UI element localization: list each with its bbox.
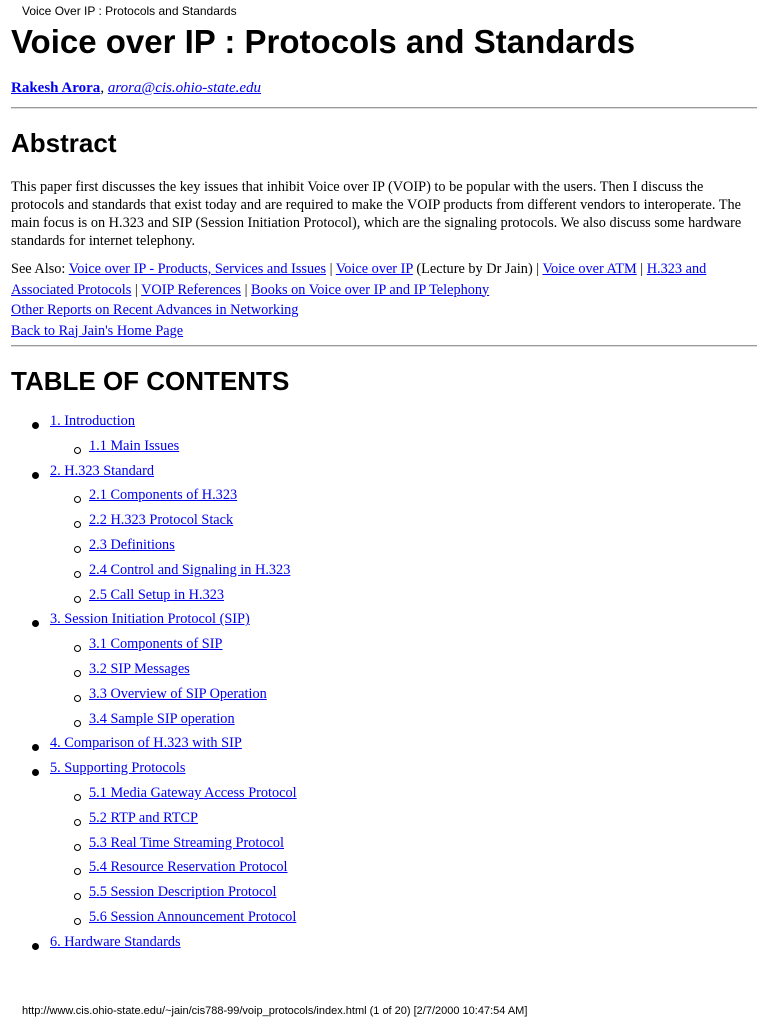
bullet-filled-icon xyxy=(32,943,39,950)
toc-link[interactable]: 5. Supporting Protocols xyxy=(50,760,186,777)
toc-link[interactable]: 2.4 Control and Signaling in H.323 xyxy=(89,561,291,578)
lecture-note: (Lecture by Dr Jain) | xyxy=(412,261,543,277)
bullet-hollow-icon xyxy=(74,496,81,503)
toc-link[interactable]: 2.2 H.323 Protocol Stack xyxy=(89,512,234,529)
bullet-hollow-icon xyxy=(74,645,81,652)
bullet-hollow-icon xyxy=(74,918,81,925)
toc-link[interactable]: 4. Comparison of H.323 with SIP xyxy=(50,735,242,752)
divider-top xyxy=(11,107,757,109)
toc-heading: TABLE OF CONTENTS xyxy=(11,366,290,396)
author-name-link[interactable]: Rakesh Arora xyxy=(11,80,101,96)
author-separator: , xyxy=(100,80,108,96)
separator: | xyxy=(131,281,142,298)
see-also-prefix: See Also: xyxy=(11,261,69,277)
toc-link[interactable]: 5.2 RTP and RTCP xyxy=(89,809,198,826)
toc-link[interactable]: 5.1 Media Gateway Access Protocol xyxy=(89,785,297,801)
bullet-hollow-icon xyxy=(74,819,81,826)
toc-link[interactable]: 5.4 Resource Reservation Protocol xyxy=(89,859,288,876)
link-voip-lecture[interactable]: Voice over IP xyxy=(335,261,413,277)
bullet-hollow-icon xyxy=(74,546,81,553)
author-email-link[interactable]: arora@cis.ohio-state.edu xyxy=(107,80,262,96)
bullet-hollow-icon xyxy=(74,720,81,727)
separator: | xyxy=(241,281,252,298)
toc-link[interactable]: 1. Introduction xyxy=(50,413,135,429)
print-header: Voice Over IP : Protocols and Standards xyxy=(22,4,237,18)
print-footer: http://www.cis.ohio-state.edu/~jain/cis788-99/voip_protocols/index.html (1 of 20) [2/7/2000 10:47:54 AM] xyxy=(22,1005,528,1017)
toc-link[interactable]: 2.5 Call Setup in H.323 xyxy=(89,586,225,603)
toc-link[interactable]: 2. H.323 Standard xyxy=(50,462,155,479)
link-voice-over-atm[interactable]: Voice over ATM xyxy=(542,261,637,277)
bullet-hollow-icon xyxy=(74,695,81,702)
see-also-section xyxy=(11,259,757,341)
page-title: Voice over IP : Protocols and Standards xyxy=(11,23,636,60)
link-other-reports[interactable]: Other Reports on Recent Advances in Networking xyxy=(11,302,299,318)
toc-link[interactable]: 6. Hardware Standards xyxy=(50,933,181,950)
toc-link[interactable]: 3.2 SIP Messages xyxy=(89,661,190,677)
toc-link[interactable]: 5.5 Session Description Protocol xyxy=(89,884,277,901)
bullet-hollow-icon xyxy=(74,893,81,900)
bullet-filled-icon xyxy=(32,422,39,429)
bullet-hollow-icon xyxy=(74,844,81,851)
toc-link[interactable]: 3.1 Components of SIP xyxy=(89,636,223,653)
separator: | xyxy=(326,261,336,277)
link-voip-books[interactable]: Books on Voice over IP and IP Telephony xyxy=(251,281,490,298)
toc-link[interactable]: 3.3 Overview of SIP Operation xyxy=(89,685,267,702)
bullet-hollow-icon xyxy=(74,868,81,875)
abstract-text: This paper first discusses the key issues that inhibit Voice over IP (VOIP) to be popular with the users. Then I discuss the protocols and standards that exist today and are required to make the VOIP products from different vendors to interoperate. The main focus is on H.323 and SIP (Session Initiation Protocol), which are the signaling protocols. We also discuss some hardware standards for internet telephony. xyxy=(11,179,742,249)
toc-link[interactable]: 2.1 Components of H.323 xyxy=(89,487,238,504)
toc-link[interactable]: 5.6 Session Announcement Protocol xyxy=(89,909,297,925)
toc-link[interactable]: 3. Session Initiation Protocol (SIP) xyxy=(50,611,250,628)
bullet-hollow-icon xyxy=(74,447,81,454)
divider-middle xyxy=(11,345,757,347)
bullet-filled-icon xyxy=(32,620,39,627)
toc-link[interactable]: 5.3 Real Time Streaming Protocol xyxy=(89,834,284,851)
bullet-hollow-icon xyxy=(74,670,81,677)
bullet-filled-icon xyxy=(32,744,39,751)
toc-link[interactable]: 1.1 Main Issues xyxy=(89,437,180,454)
link-home-page[interactable]: Back to Raj Jain's Home Page xyxy=(11,322,184,339)
bullet-hollow-icon xyxy=(74,596,81,603)
link-h323-protocols[interactable]: H.323 and Associated Protocols xyxy=(11,261,707,298)
toc-link[interactable]: 3.4 Sample SIP operation xyxy=(89,710,235,727)
bullet-hollow-icon xyxy=(74,794,81,801)
author-line xyxy=(11,80,261,97)
bullet-filled-icon xyxy=(32,769,39,776)
abstract-heading: Abstract xyxy=(11,128,117,158)
link-voip-references[interactable]: VOIP References xyxy=(141,281,241,298)
link-voip-products[interactable]: Voice over IP - Products, Services and Issues xyxy=(68,261,327,277)
bullet-hollow-icon xyxy=(74,571,81,578)
toc-link[interactable]: 2.3 Definitions xyxy=(89,537,175,553)
separator: | xyxy=(636,261,647,277)
bullet-hollow-icon xyxy=(74,521,81,528)
bullet-filled-icon xyxy=(32,472,39,479)
